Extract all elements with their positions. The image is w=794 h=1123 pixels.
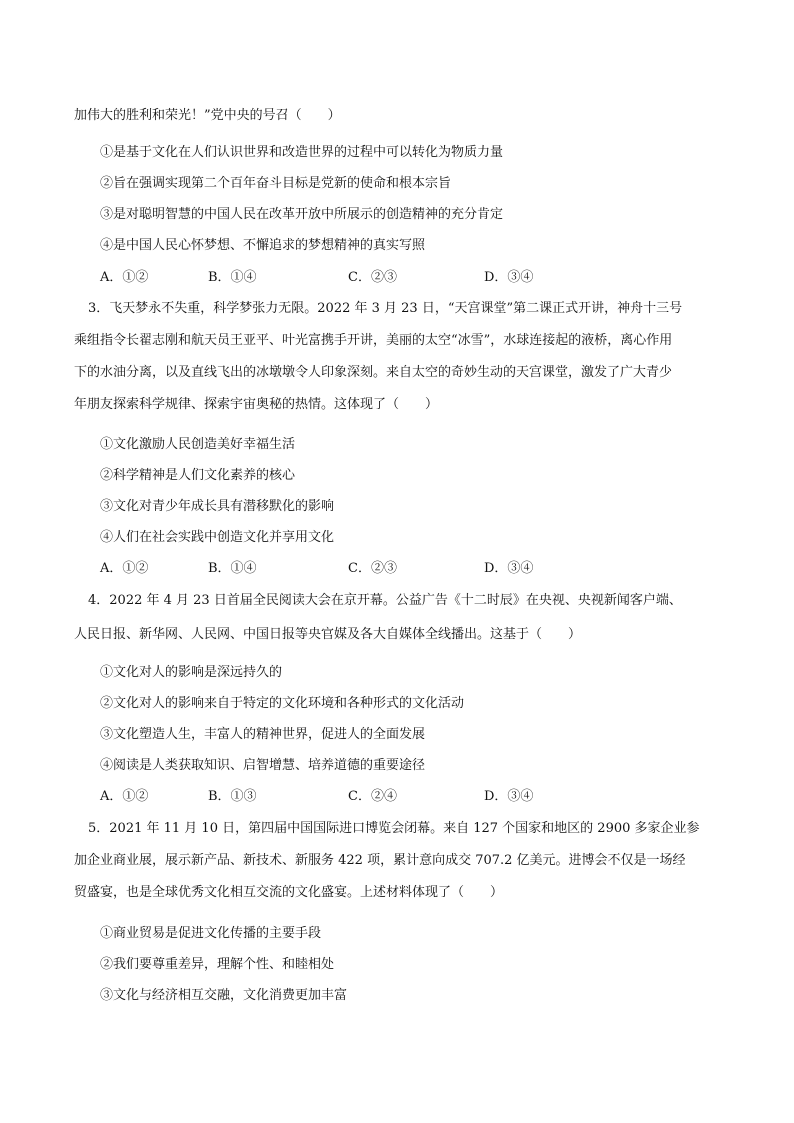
q2-choice-b: B．①④ [208,270,257,285]
q3-option-1: ①文化激励人民创造美好幸福生活 [100,437,296,452]
q3-stem-line-2: 乘组指令长翟志刚和航天员王亚平、叶光富携手开讲，美丽的太空“冰雪”，水球连接起的液桥，离心作用 [74,333,673,348]
q5-stem-line-2: 加企业商业展，展示新产品、新技术、新服务 422 项，累计意向成交 707.2 亿美元。进博会不仅是一场经 [74,853,686,868]
q2-choice-a: A．①② [100,270,149,285]
q4-choice-d: D．③④ [484,789,534,804]
q3-choices [100,560,660,578]
q2-choice-d: D．③④ [484,270,534,285]
q2-option-1: ①是基于文化在人们认识世界和改造世界的过程中可以转化为物质力量 [100,145,504,160]
q4-choice-b: B．①③ [208,789,257,804]
q5-option-3: ③文化与经济相互交融，文化消费更加丰富 [100,988,348,1003]
q4-stem-line-1: 4．2022 年 4 月 23 日首届全民阅读大会在京开幕。公益广告《十二时辰》在央视、央视新闻客户端、 [88,593,682,608]
q5-option-2: ②我们要尊重差异，理解个性、和睦相处 [100,957,335,972]
q3-choice-a: A．①② [100,561,149,576]
q3-stem-line-1: 3．飞天梦永不失重，科学梦张力无限。2022 年 3 月 23 日，“天宫课堂”第二课正式开讲，神舟十三号 [88,301,683,316]
q4-choices [100,788,660,806]
q3-stem-line-3: 下的水油分离，以及直线飞出的冰墩墩令人印象深刻。来自太空的奇妙生动的天宫课堂，激发了广大青少 [74,365,673,380]
q2-choices [100,269,660,287]
q3-option-3: ③文化对青少年成长具有潜移默化的影响 [100,499,335,514]
q5-option-1: ①商业贸易是促进文化传播的主要手段 [100,926,322,941]
q3-choice-d: D．③④ [484,561,534,576]
q2-choice-c: C．②③ [348,270,397,285]
q2-option-4: ④是中国人民心怀梦想、不懈追求的梦想精神的真实写照 [100,238,426,253]
q4-option-3: ③文化塑造人生，丰富人的精神世界，促进人的全面发展 [100,727,426,742]
q3-stem-line-4: 年朋友探索科学规律、探索宇宙奥秘的热情。这体现了（ ） [74,397,439,412]
q2-option-3: ③是对聪明智慧的中国人民在改革开放中所展示的创造精神的充分肯定 [100,207,504,222]
q3-option-2: ②科学精神是人们文化素养的核心 [100,468,296,483]
q3-choice-b: B．①④ [208,561,257,576]
q5-stem-line-3: 贸盛宴，也是全球优秀文化相互交流的文化盛宴。上述材料体现了（ ） [74,885,504,900]
q4-option-4: ④阅读是人类获取知识、启智增慧、培养道德的重要途径 [100,758,426,773]
q4-option-1: ①文化对人的影响是深远持久的 [100,665,283,680]
q4-option-2: ②文化对人的影响来自于特定的文化环境和各种形式的文化活动 [100,696,465,711]
q4-choice-a: A．①② [100,789,149,804]
q2-stem-continuation: 加伟大的胜利和荣光！”党中央的号召（ ） [74,108,341,123]
q3-option-4: ④人们在社会实践中创造文化并享用文化 [100,530,335,545]
q5-stem-line-1: 5．2021 年 11 月 10 日，第四届中国国际进口博览会闭幕。来自 127 个国家和地区的 2900 多家企业参 [88,821,700,836]
q2-option-2: ②旨在强调实现第二个百年奋斗目标是党新的使命和根本宗旨 [100,176,452,191]
q3-choice-c: C．②③ [348,561,397,576]
q4-choice-c: C．②④ [348,789,397,804]
q4-stem-line-2: 人民日报、新华网、人民网、中国日报等央官媒及各大自媒体全线播出。这基于（ ） [74,627,582,642]
